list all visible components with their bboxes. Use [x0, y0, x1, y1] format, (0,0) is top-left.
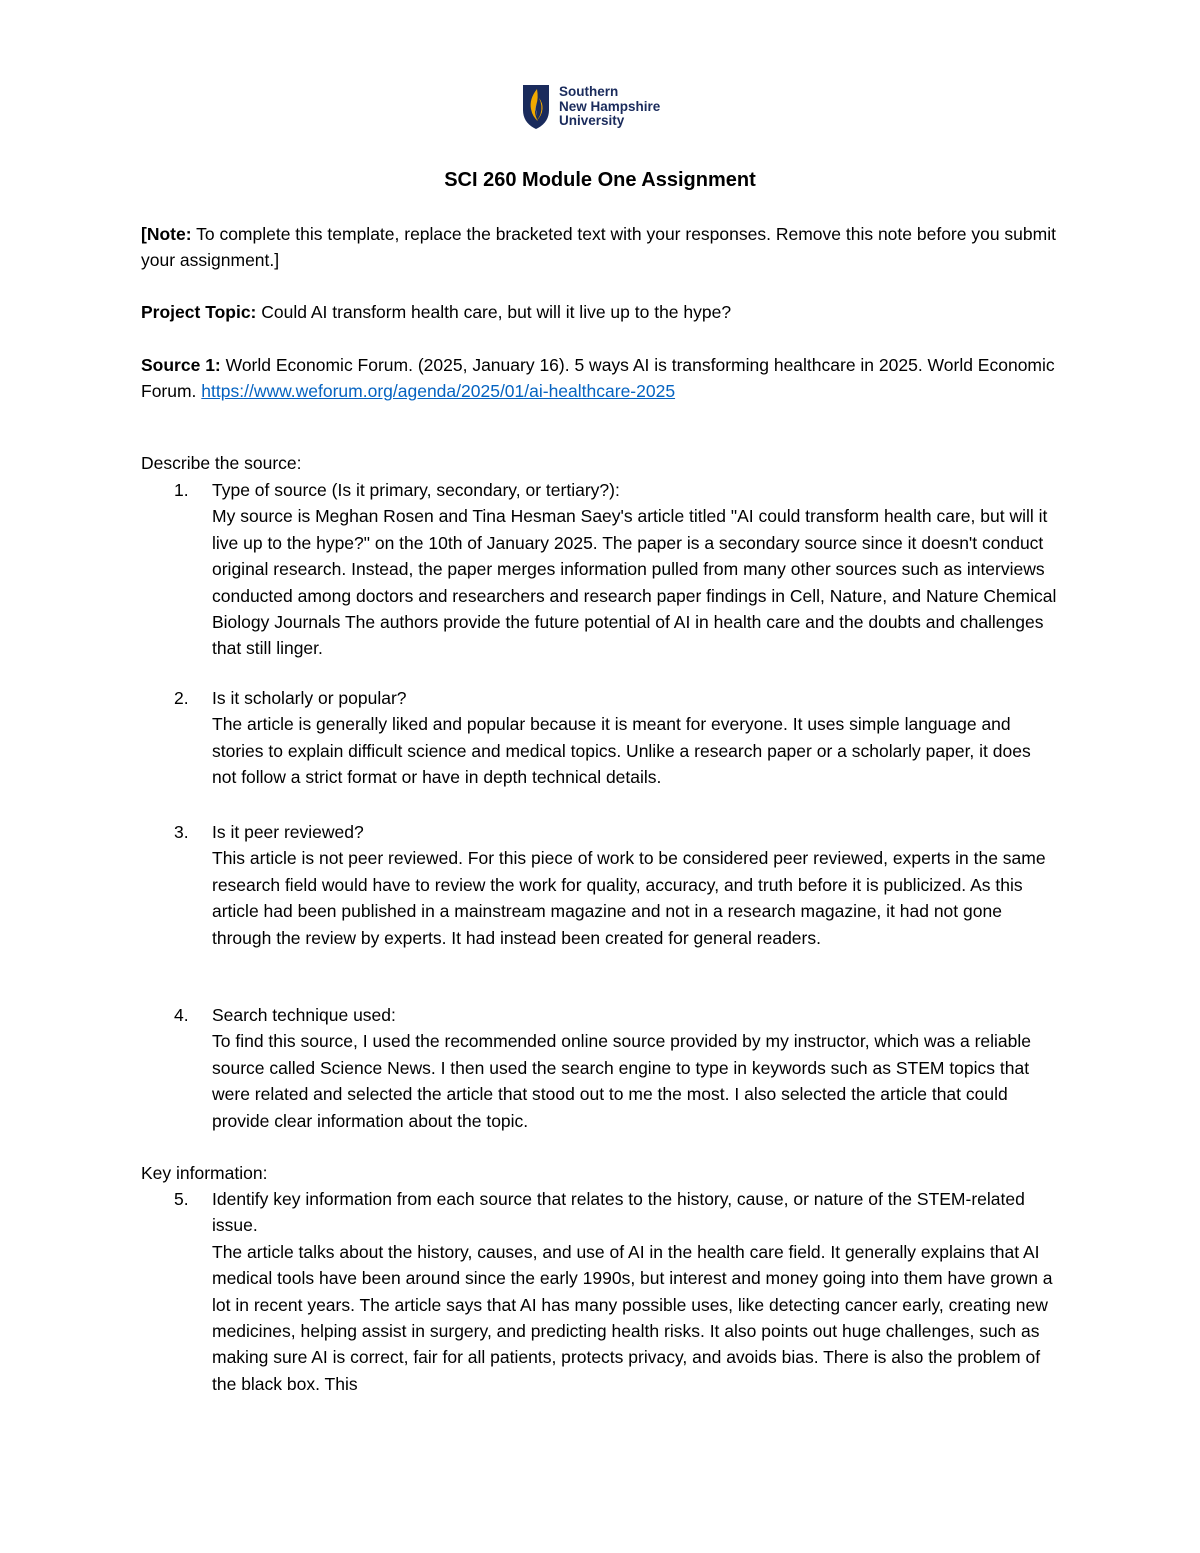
- template-note: [141, 221, 1061, 274]
- item-answer: To find this source, I used the recommended online source provided by my instructor, which was a reliable source called Science News. I then used the search engine to type in keywords such as STEM topics that were related and selected the article that stood out to me the most. I also selected the article that could provide clear information about the topic.: [212, 1031, 1032, 1131]
- flame-shield-icon: [522, 84, 550, 130]
- logo-line-1: Southern: [559, 84, 619, 99]
- item-answer: The article talks about the history, causes, and use of AI in the health care field. It generally explains that AI medical tools have been around since the early 1990s, but interest and money going into them have grown a lot in recent years. The article says that AI has many possible uses, like detecting cancer early, creating new medicines, helping assist in surgery, and predicting health risks. It also points out huge challenges, such as making sure AI is correct, fair for all patients, protects privacy, and avoids bias. There is also the problem of the black box. This: [212, 1241, 1053, 1394]
- source-label: Source 1:: [141, 355, 221, 375]
- logo-wordmark: [559, 85, 660, 129]
- item-number: 4.: [174, 1005, 189, 1025]
- project-topic: [141, 299, 1061, 325]
- item-question: Is it peer reviewed?: [212, 822, 364, 842]
- note-bracket: [: [141, 224, 147, 244]
- item-number: 1.: [174, 480, 189, 500]
- source-text: World Economic Forum. (2025, January 16). 5 ways AI is transforming healthcare in 2025. World Economic Forum.: [141, 355, 1055, 402]
- page-title: SCI 260 Module One Assignment: [444, 169, 756, 191]
- source-citation: [141, 352, 1061, 405]
- topic-text: Could AI transform health care, but will it live up to the hype?: [256, 302, 732, 322]
- item-number: 2.: [174, 688, 189, 708]
- logo-line-2: New Hampshire: [559, 98, 661, 114]
- item-question: Is it scholarly or popular?: [212, 688, 407, 708]
- describe-heading: Describe the source:: [141, 453, 302, 473]
- note-label: Note:: [146, 224, 192, 244]
- university-logo: [522, 84, 660, 134]
- source-link[interactable]: https://www.weforum.org/agenda/2025/01/ai-healthcare-2025: [201, 381, 676, 402]
- item-answer: The article is generally liked and popular because it is meant for everyone. It uses simple language and stories to explain difficult science and medical topics. Unlike a research paper or a scholarly paper, it does not follow a strict format or have in depth technical details.: [212, 714, 1031, 788]
- item-answer: My source is Meghan Rosen and Tina Hesman Saey's article titled "AI could transform health care, but will it live up to the hype?" on the 10th of January 2025. The paper is a secondary source since it doesn't conduct original research. Instead, the paper merges information pulled from many other sources such as interviews conducted among doctors and researchers and research paper findings in Cell, Nature, and Nature Chemical Biology Journals The authors provide the future potential of AI in health care and the doubts and challenges that still linger.: [212, 506, 1057, 659]
- item-number: 3.: [174, 822, 189, 842]
- list-item: [141, 1002, 1061, 1134]
- topic-label: Project Topic:: [141, 302, 257, 322]
- list-item: [141, 477, 1061, 662]
- item-question: Identify key information from each source that relates to the history, cause, or nature of the STEM-related issue.: [212, 1189, 1025, 1236]
- logo-line-3: University: [559, 113, 625, 128]
- key-information-heading: Key information:: [141, 1163, 268, 1183]
- item-answer: This article is not peer reviewed. For this piece of work to be considered peer reviewed, experts in the same research field would have to review the work for quality, accuracy, and truth before it is publicized. As this article had been published in a mainstream magazine and not in a research magazine, it had not gone through the review by experts. It had instead been created for general readers.: [212, 848, 1046, 948]
- list-item: [141, 685, 1061, 791]
- item-question: Type of source (Is it primary, secondary, or tertiary?):: [212, 480, 620, 500]
- list-item: [141, 1186, 1061, 1397]
- list-item: [141, 819, 1061, 951]
- item-question: Search technique used:: [212, 1005, 396, 1025]
- item-number: 5.: [174, 1189, 189, 1209]
- note-text: To complete this template, replace the bracketed text with your responses. Remove this note before you submit your assignment.]: [141, 224, 1056, 271]
